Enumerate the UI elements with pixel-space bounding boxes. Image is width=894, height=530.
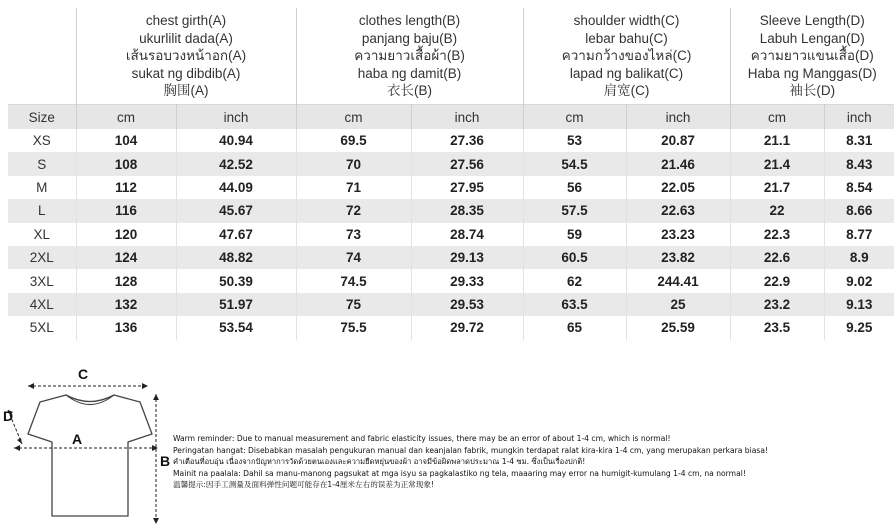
- table-cell: 132: [76, 293, 176, 316]
- table-cell: 69.5: [296, 129, 411, 152]
- size-label: 5XL: [8, 316, 76, 339]
- table-cell: 65: [523, 316, 626, 339]
- header-spacer: [8, 8, 76, 105]
- header-chest-girth: [76, 8, 296, 105]
- table-cell: 47.67: [176, 223, 296, 246]
- table-row: [8, 269, 894, 292]
- table-cell: 9.02: [824, 269, 894, 292]
- header-line: shoulder width(C): [573, 13, 680, 29]
- table-cell: 8.43: [824, 152, 894, 175]
- header-line: Haba ng Manggas(D): [747, 65, 877, 81]
- table-cell: 25.59: [626, 316, 730, 339]
- table-cell: 128: [76, 269, 176, 292]
- header-line: เส้นรอบวงหน้าอก(A): [125, 48, 247, 64]
- unit-header-inch: inch: [626, 105, 730, 130]
- table-row: [8, 199, 894, 222]
- table-cell: 71: [296, 176, 411, 199]
- table-cell: 136: [76, 316, 176, 339]
- size-label: 3XL: [8, 269, 76, 292]
- header-sleeve-length: [730, 8, 894, 105]
- table-cell: 74: [296, 246, 411, 269]
- table-cell: 8.31: [824, 129, 894, 152]
- table-cell: 48.82: [176, 246, 296, 269]
- table-cell: 70: [296, 152, 411, 175]
- table-cell: 42.52: [176, 152, 296, 175]
- table-row: [8, 176, 894, 199]
- table-cell: 21.1: [730, 129, 824, 152]
- table-cell: 120: [76, 223, 176, 246]
- header-line: chest girth(A): [145, 13, 227, 29]
- header-line: ukurlilit dada(A): [139, 30, 233, 46]
- header-line: clothes length(B): [358, 13, 461, 29]
- unit-header-inch: inch: [824, 105, 894, 130]
- table-cell: 53: [523, 129, 626, 152]
- table-cell: 8.9: [824, 246, 894, 269]
- table-cell: 23.2: [730, 293, 824, 316]
- table-row: [8, 246, 894, 269]
- table-cell: 27.56: [411, 152, 523, 175]
- table-cell: 29.53: [411, 293, 523, 316]
- note-english: Warm reminder: Due to manual measurement and fabric elasticity issues, there may be an error of about 1-4 cm, which is normal!: [173, 434, 671, 443]
- size-chart-table: [8, 8, 894, 340]
- table-cell: 104: [76, 129, 176, 152]
- label-c: C: [78, 366, 89, 382]
- table-cell: 51.97: [176, 293, 296, 316]
- header-line: sukat ng dibdib(A): [131, 65, 241, 81]
- table-cell: 112: [76, 176, 176, 199]
- table-cell: 29.33: [411, 269, 523, 292]
- header-clothes-length: [296, 8, 523, 105]
- table-cell: 8.66: [824, 199, 894, 222]
- table-cell: 23.23: [626, 223, 730, 246]
- table-cell: 59: [523, 223, 626, 246]
- header-line: 胸围(A): [163, 83, 209, 99]
- unit-header-cm: cm: [76, 105, 176, 130]
- table-cell: 40.94: [176, 129, 296, 152]
- table-row: [8, 316, 894, 339]
- table-cell: 28.35: [411, 199, 523, 222]
- table-cell: 50.39: [176, 269, 296, 292]
- size-column-header: Size: [8, 105, 76, 130]
- table-cell: 22.63: [626, 199, 730, 222]
- table-cell: 73: [296, 223, 411, 246]
- table-cell: 21.46: [626, 152, 730, 175]
- header-line: 肩宽(C): [603, 83, 650, 99]
- size-label: S: [8, 152, 76, 175]
- table-cell: 27.36: [411, 129, 523, 152]
- table-cell: 28.74: [411, 223, 523, 246]
- table-cell: 25: [626, 293, 730, 316]
- table-cell: 22.3: [730, 223, 824, 246]
- table-cell: 63.5: [523, 293, 626, 316]
- note-thai: คำเตือนที่อบอุ่น เนื่องจากปัญหาการวัดด้วยตนเองและความยืดหยุ่นของผ้า อาจมีข้อผิดพลาดประมาณ 1-4 ซม. ซึ่งเป็นเรื่องปกติ!: [173, 457, 586, 467]
- table-cell: 22.05: [626, 176, 730, 199]
- table-row: [8, 152, 894, 175]
- table-cell: 75.5: [296, 316, 411, 339]
- table-cell: 60.5: [523, 246, 626, 269]
- note-chinese: 温馨提示:因手工测量及面料弹性问题可能存在1-4厘米左右的误差为正常现象!: [173, 480, 435, 490]
- table-cell: 22.9: [730, 269, 824, 292]
- table-row: [8, 129, 894, 152]
- table-cell: 62: [523, 269, 626, 292]
- unit-header-cm: cm: [730, 105, 824, 130]
- size-label: L: [8, 199, 76, 222]
- size-label: XS: [8, 129, 76, 152]
- table-cell: 54.5: [523, 152, 626, 175]
- table-cell: 124: [76, 246, 176, 269]
- table-cell: 108: [76, 152, 176, 175]
- label-d: D: [3, 408, 14, 424]
- header-line: lebar bahu(C): [585, 30, 668, 46]
- header-line: 衣长(B): [387, 83, 433, 99]
- table-cell: 9.13: [824, 293, 894, 316]
- table-cell: 8.54: [824, 176, 894, 199]
- table-row: [8, 293, 894, 316]
- label-a: A: [72, 431, 83, 447]
- header-line: haba ng damit(B): [357, 65, 462, 81]
- header-line: 袖长(D): [789, 83, 836, 99]
- size-label: 2XL: [8, 246, 76, 269]
- table-cell: 53.54: [176, 316, 296, 339]
- header-line: Labuh Lengan(D): [759, 30, 865, 46]
- size-label: 4XL: [8, 293, 76, 316]
- unit-header-inch: inch: [411, 105, 523, 130]
- table-cell: 244.41: [626, 269, 730, 292]
- table-cell: 27.95: [411, 176, 523, 199]
- table-cell: 29.13: [411, 246, 523, 269]
- table-cell: 21.4: [730, 152, 824, 175]
- table-cell: 22.6: [730, 246, 824, 269]
- size-label: XL: [8, 223, 76, 246]
- table-cell: 8.77: [824, 223, 894, 246]
- table-cell: 29.72: [411, 316, 523, 339]
- header-line: ความยาวแขนเสื้อ(D): [750, 48, 874, 64]
- tshirt-measurement-diagram: [0, 362, 172, 530]
- unit-header-row: [8, 105, 894, 130]
- table-cell: 56: [523, 176, 626, 199]
- measurement-header-row: [8, 8, 894, 105]
- unit-header-cm: cm: [523, 105, 626, 130]
- table-cell: 23.5: [730, 316, 824, 339]
- table-cell: 22: [730, 199, 824, 222]
- table-cell: 116: [76, 199, 176, 222]
- note-filipino: Mainit na paalala: Dahil sa manu-manong pagsukat at mga isyu sa pagkalastiko ng tela, maaaring may error na humigit-kumulang 1-4 cm, na normal!: [173, 468, 746, 478]
- note-malay: Peringatan hangat: Disebabkan masalah pengukuran manual dan keanjalan fabrik, mungkin terdapat ralat kira-kira 1-4 cm, yang merupakan perkara biasa!: [173, 445, 769, 455]
- header-line: Sleeve Length(D): [759, 13, 865, 29]
- table-cell: 21.7: [730, 176, 824, 199]
- table-cell: 72: [296, 199, 411, 222]
- table-cell: 9.25: [824, 316, 894, 339]
- table-cell: 57.5: [523, 199, 626, 222]
- unit-header-cm: cm: [296, 105, 411, 130]
- table-cell: 74.5: [296, 269, 411, 292]
- table-cell: 44.09: [176, 176, 296, 199]
- header-line: lapad ng balikat(C): [569, 65, 684, 81]
- header-line: panjang baju(B): [361, 30, 458, 46]
- table-cell: 20.87: [626, 129, 730, 152]
- table-row: [8, 223, 894, 246]
- header-line: ความยาวเสื้อผ้า(B): [354, 48, 465, 64]
- table-cell: 75: [296, 293, 411, 316]
- measurement-notes: [173, 433, 798, 491]
- unit-header-inch: inch: [176, 105, 296, 130]
- table-cell: 45.67: [176, 199, 296, 222]
- header-shoulder-width: [523, 8, 730, 105]
- label-b: B: [160, 453, 171, 469]
- size-label: M: [8, 176, 76, 199]
- table-cell: 23.82: [626, 246, 730, 269]
- header-line: ความกว้างของไหล่(C): [561, 48, 692, 64]
- tshirt-outline-icon: [28, 395, 152, 516]
